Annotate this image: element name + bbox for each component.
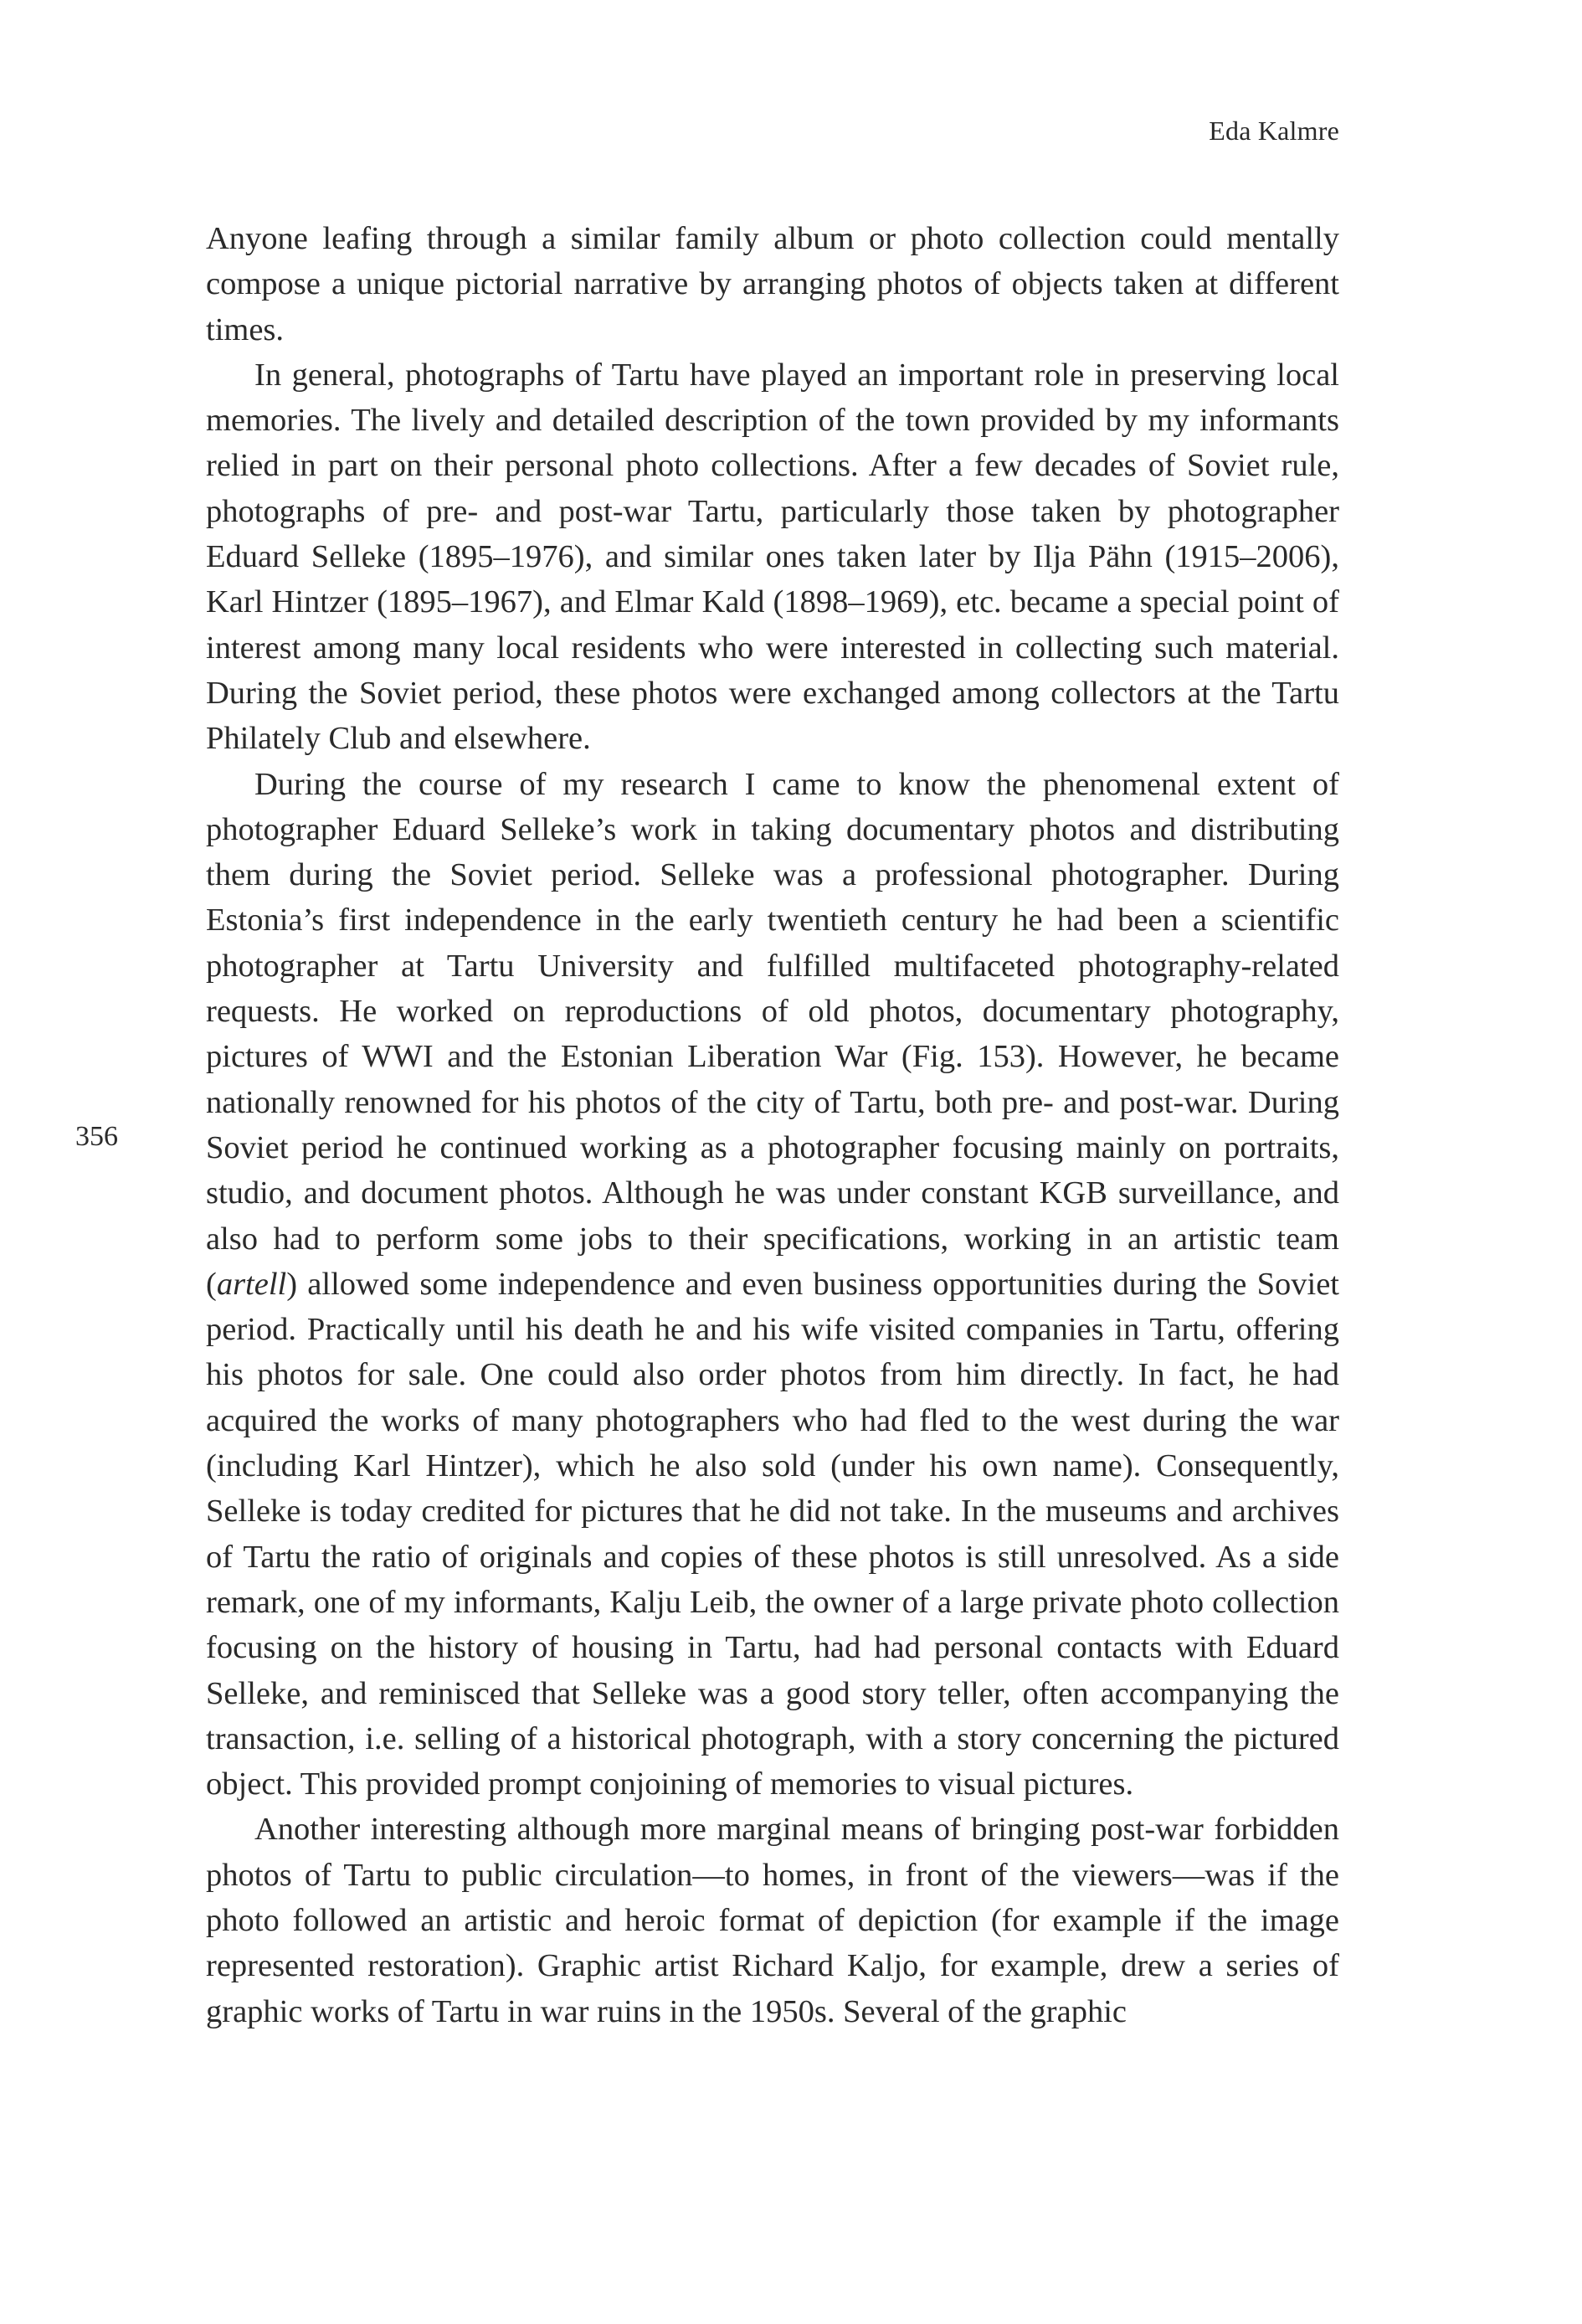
running-head-author: Eda Kalmre (1209, 116, 1339, 146)
paragraph-3 (206, 762, 1339, 1807)
paragraph-1: Anyone leafing through a similar family album or photo collection could mentally compose a unique pictorial narrative by arranging photos of objects taken at different times. (206, 221, 1339, 347)
body-text (206, 216, 1339, 2034)
paragraph-3-part-1: During the course of my research I came to know the phenomenal extent of photographer Eduard Selleke’s work in taking documentary photos and distributing them during the Soviet period. Selleke was a professional photographer. During Estonia’s first independence in the early twentieth century he had been a scientific photographer at Tartu University and fulfilled multifaceted photography-related requests. He worked on reproductions of old photos, documentary photography, pictures of WWI and the Estonian Liberation War (Fig. 153). However, he became nationally renowned for his photos of the city of Tartu, both pre- and post-war. During Soviet period he continued working as a photographer focusing mainly on portraits, studio, and document photos. Although he was under constant KGB surveillance, and also had to perform some jobs to their specifications, working in an artistic team ( (206, 766, 1339, 1302)
paragraph-3-part-2: ) allowed some independence and even business opportunities during the Soviet period. Practically until his death he and his wife visited companies in Tartu, offering his photos for sale. One could also order photos from him directly. In fact, he had acquired the works of many photographers who had fled to the west during the war (including Karl Hintzer), which he also sold (under his own name). Consequently, Selleke is today credited for pictures that he did not take. In the museums and archives of Tartu the ratio of originals and copies of these photos is still unresolved. As a side remark, one of my informants, Kalju Leib, the owner of a large private photo collection focusing on the history of housing in Tartu, had had personal contacts with Eduard Selleke, and reminisced that Selleke was a good story teller, often accompanying the transaction, i.e. selling of a historical photograph, with a story concerning the pictured object. This provided prompt conjoining of memories to visual pictures. (206, 1266, 1339, 1802)
italic-term-artell: artell (216, 1266, 287, 1302)
page-number: 356 (75, 1121, 118, 1152)
paragraph-4: Another interesting although more marginal means of bringing post-war forbidden photos of Tartu to public circulation—to homes, in front of the viewers—was if the photo followed an artistic and heroic format of depiction (for example if the image represented restoration). Graphic artist Richard Kaljo, for example, drew a series of graphic works of Tartu in war ruins in the 1950s. Several of the graphic (206, 1812, 1339, 2029)
paragraph-2: In general, photographs of Tartu have played an important role in preserving local memories. The lively and detailed description of the town provided by my informants relied in part on their personal photo collections. After a few decades of Soviet rule, photographs of pre- and post-war Tartu, particularly those taken by photographer Eduard Selleke (1895–1976), and similar ones taken later by Ilja Pähn (1915–2006), Karl Hintzer (1895–1967), and Elmar Kald (1898–1969), etc. became a special point of interest among many local residents who were interested in collecting such material. During the Soviet period, these photos were exchanged among collectors at the Tartu Philately Club and elsewhere. (206, 357, 1339, 757)
